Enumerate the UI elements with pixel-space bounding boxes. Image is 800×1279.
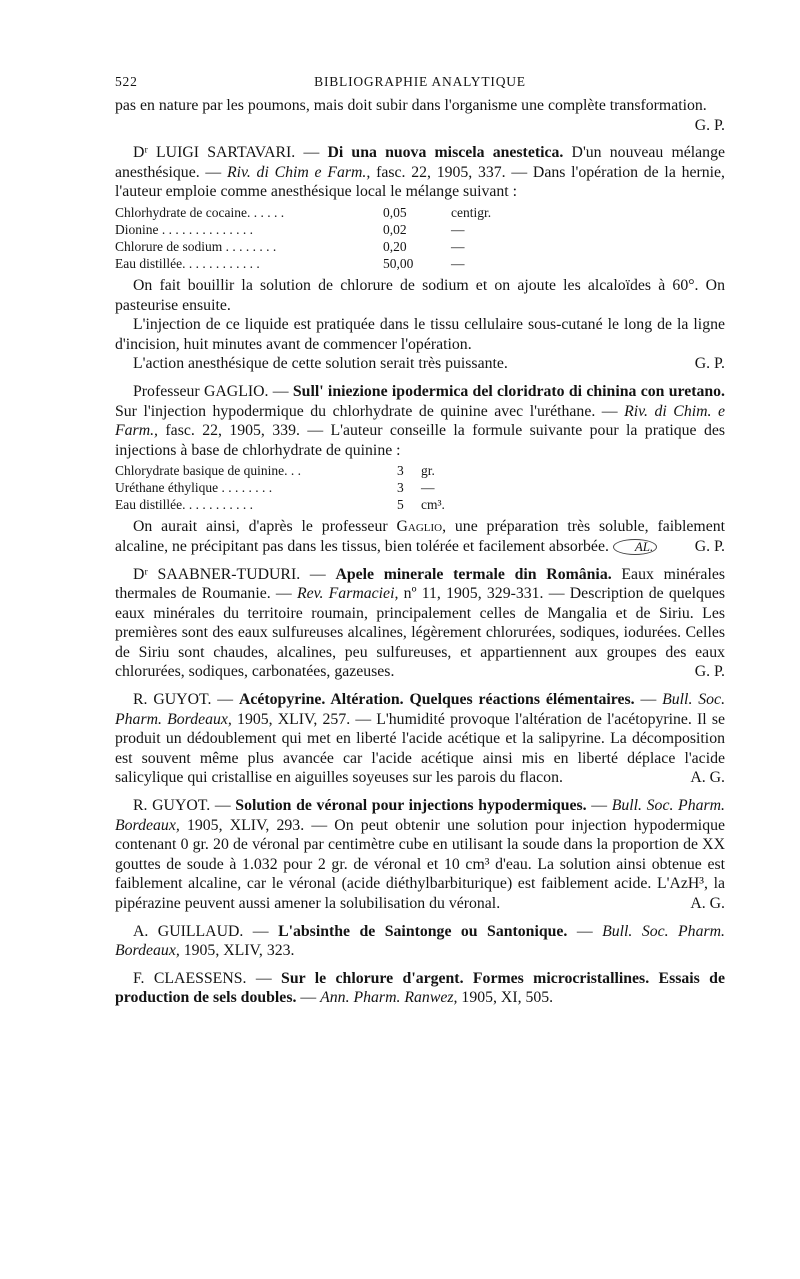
article-title: Acétopyrine. Altération. Quelques réactions élémentaires. (238, 691, 635, 709)
signature: G. P. (694, 537, 725, 555)
author: R. GUYOT. — (133, 691, 234, 709)
signature: G. P. (694, 663, 725, 681)
paragraph-continuation: pas en nature par les poumons, mais doit subir dans l'organisme une complète transformation. G. P. (115, 97, 725, 134)
signature: G. P. (694, 116, 725, 134)
article-title: Sur le chlorure d'argent. Formes microcristallines. Essais de production de sels doubles. (115, 969, 725, 1007)
journal-ref: Bull. Soc. Pharm. Bordeaux, (115, 922, 725, 960)
recipe-row: Dionine . . . . . . . . . . . . . . 0,02 — (115, 221, 465, 237)
page-content (115, 74, 725, 1008)
recipe-table-quinine (115, 462, 481, 513)
entry-sartavari: Dʳ LUIGI SARTAVARI. — Di una nuova miscela anestetica. D'un nouveau mélange anesthésique. — Riv. di Chim e Farm., fasc. 22, 1905, 337. — Dans l'opération de la hernie, l'auteur emploie comme anesthésique local le mélange suivant : (115, 144, 725, 201)
signature: G. P. (694, 355, 725, 373)
page-number: 522 (115, 74, 138, 89)
paragraph: On fait bouillir la solution de chlorure de sodium et on ajoute les alcaloïdes à 60°. On pasteurise ensuite. (115, 276, 725, 314)
recipe-row: Chlorydrate basique de quinine. . . 3 gr. (115, 463, 435, 479)
recipe-row: Uréthane éthylique . . . . . . . . 3 — (115, 480, 435, 496)
author: A. GUILLAUD. — (133, 922, 269, 940)
signature: A. G. (690, 769, 725, 787)
journal-ref: Rev. Farmaciei, (296, 585, 399, 603)
author: Dʳ SAABNER-TUDURI. — (133, 565, 326, 583)
author-name: Gaglio (396, 518, 443, 536)
entry-saabner-tuduri: Dʳ SAABNER-TUDURI. — Apele minerale termale din România. Eaux minérales thermales de Roumanie. — Rev. Farmaciei, nº 11, 1905, 329-331. — Description de quelques eaux minérales du territoire roumain, principalement celles de Mangalia et de Siriu. Les premières sont des eaux sulfureuses alcalines, légèrement chlorurées, sodiques, iodurées. Celles de Siriu sont chaudes, alcalines, peu sulfureuses, et appartiennent aux groupes des eaux chlorurées, sodiques, carbonatées, gazeuses. G. P. (115, 565, 726, 681)
entry-guillaud: A. GUILLAUD. — L'absinthe de Saintonge ou Santonique. — Bull. Soc. Pharm. Bordeaux, 1905, XLIV, 323. (115, 922, 725, 960)
article-title: L'absinthe de Saintonge ou Santonique. (278, 922, 568, 940)
signature: A. G. (690, 895, 725, 912)
author: Dʳ LUIGI SARTAVARI. — (133, 144, 320, 162)
paragraph: On aurait ainsi, d'après le professeur Gaglio, une préparation très soluble, faiblement alcaline, ne précipitant pas dans les tissus, bien tolérée et facilement absorbée. AL. G. P. (115, 518, 725, 555)
recipe-row: Eau distillée. . . . . . . . . . . . 50,00 — (115, 255, 465, 271)
library-stamp: AL. (613, 539, 657, 555)
recipe-table-anesthetic (115, 204, 511, 272)
article-title: Solution de véronal pour injections hypodermiques. (235, 797, 587, 815)
paragraph: L'action anesthésique de cette solution serait très puissante. G. P. (133, 355, 725, 373)
entry-guyot-veronal: R. GUYOT. — Solution de véronal pour injections hypodermiques. — Bull. Soc. Pharm. Bordeaux, 1905, XLIV, 293. — On peut obtenir une solution pour injection hypodermique contenant 0 gr. 20 de véronal par centimètre cube en utilisant la soude dans la proportion de XX gouttes de soude à 1.032 pour 2 gr. de véronal et 10 cm³ d'eau. La solution ainsi obtenue est faiblement alcaline, car le véronal (acide diéthylbarbiturique) est faiblement acide. L'AzH³, la pipérazine peuvent aussi amener la solubilisation du véronal. A. G. (115, 797, 726, 912)
entry-gaglio: Professeur GAGLIO. — Sull' iniezione ipodermica del cloridrato di chinina con uretano. Sur l'injection hypodermique du chlorhydrate de quinine avec l'uréthane. — Riv. di Chim. e Farm., fasc. 22, 1905, 339. — L'auteur conseille la formule suivante pour la pratique des injections à base de chlorhydrate de quinine : (115, 382, 726, 459)
author: R. GUYOT. — (133, 797, 231, 815)
journal-ref: Riv. di Chim e Farm., (226, 163, 371, 181)
recipe-row: Eau distillée. . . . . . . . . . . 5 cm³. (115, 497, 445, 513)
recipe-row: Chlorhydrate de cocaine. . . . . . 0,05 centigr. (115, 204, 492, 220)
running-header (115, 74, 725, 96)
article-title: Apele minerale termale din România. (335, 565, 612, 583)
entry-guyot-acetopyrine: R. GUYOT. — Acétopyrine. Altération. Quelques réactions élémentaires. — Bull. Soc. Pharm. Bordeaux, 1905, XLIV, 257. — L'humidité provoque l'altération de l'acétopyrine. Il se produit un dédoublement qui met en liberté l'acide acétique et la salipyrine. La décomposition est souvent même plus avancée car l'acide acétique ainsi mis en liberté déplace l'acide salicylique qui cristallise en aiguilles soyeuses sur les parois du flacon. A. G. (115, 691, 726, 787)
author: Professeur GAGLIO. — (133, 382, 289, 400)
article-title: Sull' iniezione ipodermica del cloridrato di chinina con uretano. (292, 382, 726, 400)
paragraph: L'injection de ce liquide est pratiquée dans le tissu cellulaire sous-cutané le long de la ligne d'incision, huit minutes avant de commencer l'opération. (115, 316, 725, 353)
running-title: BIBLIOGRAPHIE ANALYTIQUE (314, 74, 526, 89)
article-title: Di una nuova miscela anestetica. (327, 144, 564, 162)
journal-ref: Ann. Pharm. Ranwez, (320, 989, 458, 1007)
author: F. CLAESSENS. — (133, 969, 272, 987)
journal-ref: Bull. Soc. Pharm. Bordeaux, (115, 691, 726, 728)
journal-ref: Bull. Soc. Pharm. Bordeaux, (115, 797, 726, 834)
recipe-row: Chlorure de sodium . . . . . . . . 0,20 — (115, 238, 465, 254)
journal-ref: Riv. di Chim. e Farm., (115, 402, 726, 440)
entry-claessens: F. CLAESSENS. — Sur le chlorure d'argent. Formes microcristallines. Essais de production de sels doubles. — Ann. Pharm. Ranwez, 1905, XI, 505. (115, 969, 725, 1007)
